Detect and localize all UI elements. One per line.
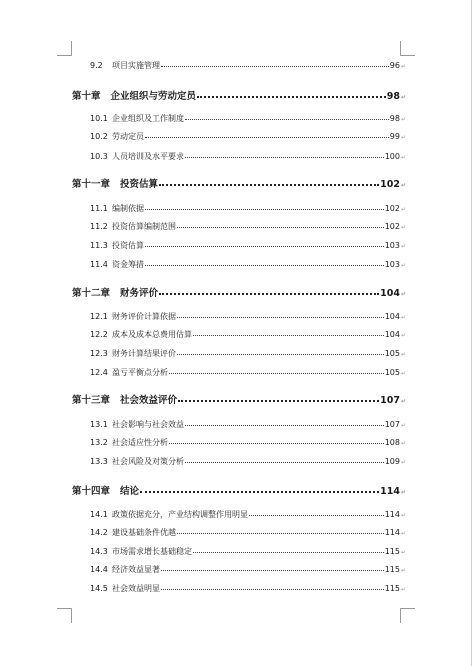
toc-entry-title: 投资估算编制范围 [112,222,176,231]
paragraph-mark-icon: ↵ [400,262,406,269]
toc-section-entry[interactable] [90,151,406,162]
toc-entry-number: 10.3 [90,152,108,161]
paragraph-mark-icon: ↵ [400,512,406,519]
paragraph-mark-icon: ↵ [400,94,406,101]
toc-entry-number: 第十一章 [72,179,111,190]
toc-page-number: 108 [384,438,400,447]
toc-page-number: 102 [384,204,400,213]
toc-entry-title: 成本及成本总费用估算 [112,330,192,339]
toc-entry-title: 社会适应性分析 [112,438,168,447]
toc-page-number: 105 [384,368,400,377]
toc-entry-title: 劳动定员 [112,132,144,141]
toc-section-entry[interactable] [90,203,406,214]
crop-mark-bottom-left [57,608,72,623]
toc-entry-number: 13.2 [90,438,108,447]
toc-entry-number: 13.1 [90,420,108,429]
toc-page-number: 114 [384,510,400,519]
toc-entry-number: 12.2 [90,330,108,339]
dot-leader [169,442,384,444]
toc-entry-number: 14.4 [90,565,108,574]
dot-leader [145,208,384,210]
dot-leader [197,95,386,98]
dot-leader [161,588,384,590]
toc-entry-number: 14.1 [90,510,108,519]
toc-page-number: 107 [384,420,400,429]
toc-entry-title: 资金筹措 [112,260,144,269]
paragraph-mark-icon: ↵ [400,398,406,405]
toc-page-number: 109 [384,457,400,466]
toc-entry-number: 12.1 [90,312,108,321]
toc-page-number: 102 [380,179,400,190]
toc-section-entry[interactable] [90,113,406,124]
crop-mark-top-left [57,41,72,56]
toc-page-number: 100 [384,152,400,161]
dot-leader [145,245,384,247]
toc-entry-title: 政策依据充分，产业结构调整作用明显 [112,510,248,519]
toc-entry-number: 第十三章 [72,395,111,406]
toc-entry-number: 11.4 [90,260,108,269]
toc-page-number: 99 [389,132,400,141]
toc-entry-number: 11.3 [90,241,108,250]
toc-entry-number: 12.3 [90,349,108,358]
toc-entry-title: 财务评价计算依据 [112,312,176,321]
paragraph-mark-icon: ↵ [400,154,406,161]
toc-chapter-entry[interactable] [72,392,406,406]
dot-leader [159,183,379,186]
toc-page-number: 107 [380,395,400,406]
toc-section-entry[interactable] [90,456,406,467]
dot-leader [193,334,384,336]
dot-leader [140,490,379,493]
toc-entry-number: 12.4 [90,368,108,377]
toc-entry-number: 13.3 [90,457,108,466]
toc-page-number: 104 [384,312,400,321]
toc-entry-number: 10.2 [90,132,108,141]
paragraph-mark-icon: ↵ [400,370,406,377]
toc-entry-title: 社会效益明显 [112,584,160,593]
dot-leader [185,424,384,426]
toc-entry-number: 第十四章 [72,486,111,497]
paragraph-mark-icon: ↵ [400,206,406,213]
toc-chapter-entry[interactable] [72,483,406,497]
toc-entry-number: 11.1 [90,204,108,213]
toc-page-number: 98 [386,91,400,102]
paragraph-mark-icon: ↵ [400,422,406,429]
paragraph-mark-icon: ↵ [400,134,406,141]
toc-section-entry[interactable] [90,509,406,520]
toc-page-number: 103 [384,260,400,269]
toc-section-entry[interactable] [90,546,406,557]
dot-leader [145,264,384,266]
dot-leader [161,65,389,67]
toc-page-number: 102 [384,222,400,231]
toc-entry-title: 企业组织与劳动定员 [110,91,197,102]
toc-page-number: 104 [384,330,400,339]
dot-leader [161,569,384,571]
toc-entry-title: 项目实施管理 [112,61,160,70]
toc-section-entry[interactable] [90,60,406,71]
paragraph-mark-icon: ↵ [400,332,406,339]
toc-chapter-entry[interactable] [72,88,406,102]
toc-chapter-entry[interactable] [72,285,406,299]
paragraph-mark-icon: ↵ [400,291,406,298]
toc-entry-number: 11.2 [90,222,108,231]
crop-mark-top-right [400,41,415,56]
toc-entry-title: 投资估算 [112,241,144,250]
dot-leader [159,292,379,295]
toc-chapter-entry[interactable] [72,176,406,190]
toc-page-number: 114 [380,486,400,497]
toc-section-entry[interactable] [90,131,406,142]
toc-entry-title: 投资估算 [120,179,159,190]
toc-entry-title: 社会影响与社会效益 [112,420,184,429]
paragraph-mark-icon: ↵ [400,224,406,231]
paragraph-mark-icon: ↵ [400,530,406,537]
dot-leader [185,118,389,120]
toc-entry-number: 10.1 [90,114,108,123]
paragraph-mark-icon: ↵ [400,586,406,593]
toc-page-number: 103 [384,241,400,250]
toc-section-entry[interactable] [90,311,406,322]
dot-leader [178,399,379,402]
toc-section-entry[interactable] [90,348,406,359]
toc-entry-title: 企业组织及工作制度 [112,114,184,123]
toc-page-number: 115 [384,547,400,556]
toc-entry-title: 财务计算结果评价 [112,349,176,358]
toc-entry-number: 第十章 [72,91,101,102]
toc-page-number: 115 [384,565,400,574]
dot-leader [177,353,384,355]
toc-entry-title: 建设基础条件优越 [112,528,176,537]
toc-page-number: 96 [389,61,400,70]
toc-entry-title: 经济效益显著 [112,565,160,574]
dot-leader [145,136,389,138]
toc-section-entry[interactable] [90,564,406,575]
paragraph-mark-icon: ↵ [400,182,406,189]
toc-entry-title: 财务评价 [120,288,159,299]
toc-page-number: 105 [384,349,400,358]
toc-entry-title: 社会风险及对策分析 [112,457,184,466]
paragraph-mark-icon: ↵ [400,351,406,358]
dot-leader [185,156,384,158]
toc-section-entry[interactable] [90,583,406,594]
paragraph-mark-icon: ↵ [400,440,406,447]
paragraph-mark-icon: ↵ [400,314,406,321]
paragraph-mark-icon: ↵ [400,549,406,556]
toc-entry-title: 结论 [120,486,140,497]
paragraph-mark-icon: ↵ [400,243,406,250]
toc-entry-number: 14.5 [90,584,108,593]
toc-page-number: 104 [380,288,400,299]
toc-page-number: 98 [389,114,400,123]
paragraph-mark-icon: ↵ [400,63,406,70]
dot-leader [177,226,384,228]
toc-section-entry[interactable] [90,221,406,232]
paragraph-mark-icon: ↵ [400,116,406,123]
dot-leader [185,461,384,463]
toc-section-entry[interactable] [90,419,406,430]
toc-section-entry[interactable] [90,329,406,340]
toc-section-entry[interactable] [90,437,406,448]
toc-page-number: 115 [384,584,400,593]
dot-leader [193,551,384,553]
toc-entry-number: 第十二章 [72,288,111,299]
toc-entry-number: 9.2 [90,61,103,70]
dot-leader [169,372,384,374]
toc-entry-number: 14.3 [90,547,108,556]
toc-entry-title: 市场需求增长基础稳定 [112,547,192,556]
dot-leader [249,514,384,516]
toc-entry-title: 社会效益评价 [120,395,178,406]
toc-section-entry[interactable] [90,240,406,251]
toc-section-entry[interactable] [90,527,406,538]
dot-leader [177,316,384,318]
dot-leader [177,532,384,534]
toc-page-number: 114 [384,528,400,537]
toc-entry-title: 盈亏平衡点分析 [112,368,168,377]
toc-section-entry[interactable] [90,367,406,378]
crop-mark-bottom-right [400,608,415,623]
toc-entry-title: 编制依据 [112,204,144,213]
toc-entry-number: 14.2 [90,528,108,537]
toc-entry-title: 人员培训及水平要求 [112,152,184,161]
paragraph-mark-icon: ↵ [400,567,406,574]
paragraph-mark-icon: ↵ [400,459,406,466]
paragraph-mark-icon: ↵ [400,489,406,496]
toc-section-entry[interactable] [90,259,406,270]
